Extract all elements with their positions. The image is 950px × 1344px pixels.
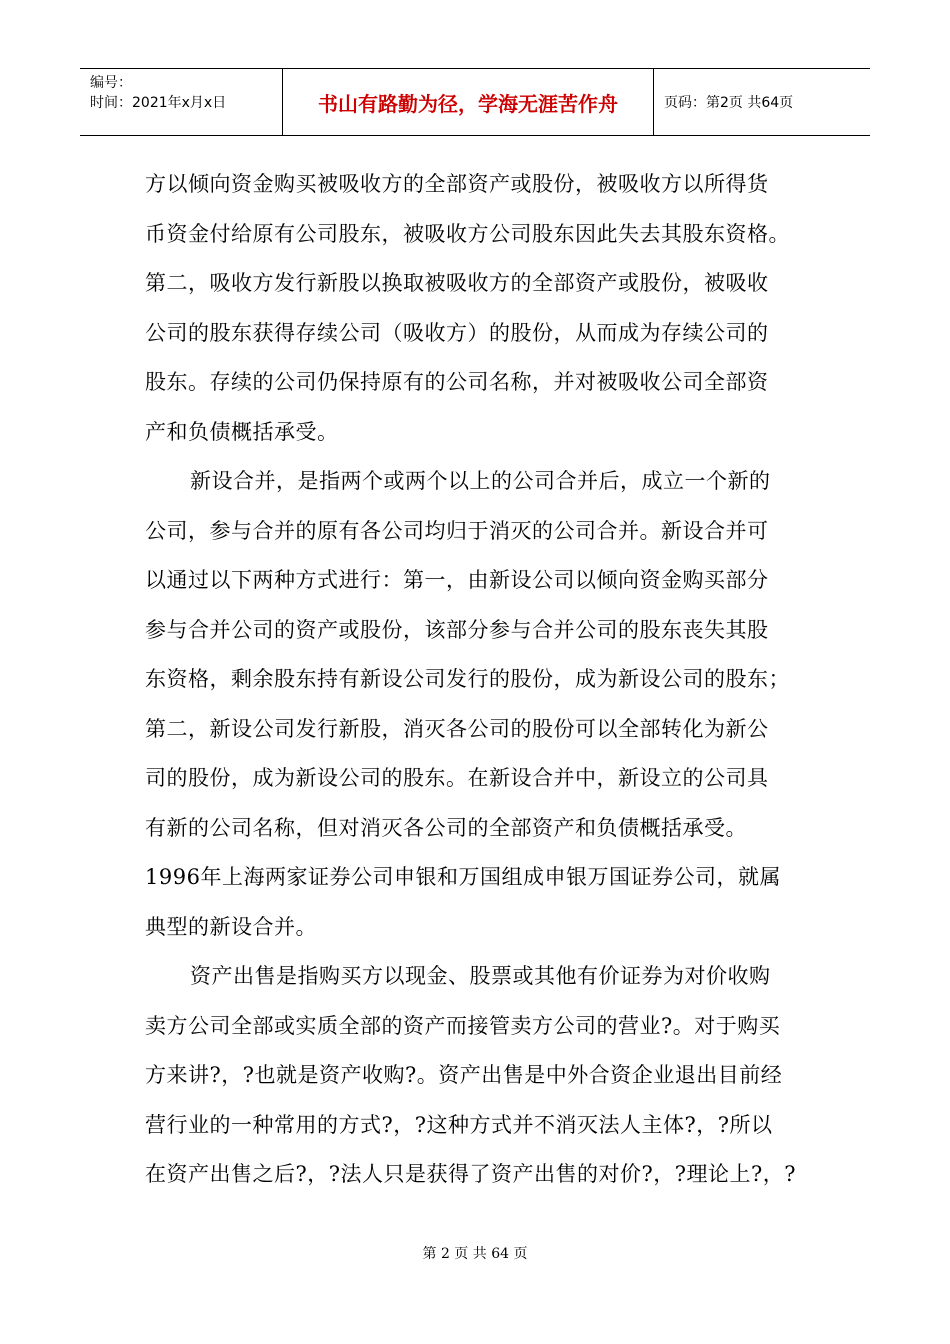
body-line: 新设合并，是指两个或两个以上的公司合并后，成立一个新的 <box>190 469 771 493</box>
body-line: 第二，新设公司发行新股，消灭各公司的股份可以全部转化为新公 <box>145 716 769 741</box>
body-line: 东资格，剩余股东持有新设公司发行的股份，成为新设公司的股东； <box>145 667 790 691</box>
body-line: 公司的股东获得存续公司（吸收方）的股份，从而成为存续公司的 <box>145 320 769 345</box>
document-number: 编号： <box>90 75 132 91</box>
body-line: 参与合并公司的资产或股份，该部分参与合并公司的股东丧失其股 <box>145 617 769 642</box>
header-page-number: 页码：第2页 共64页 <box>664 95 794 111</box>
header-meta <box>80 69 282 135</box>
body-line: 第二，吸收方发行新股以换取被吸收方的全部资产或股份，被吸收 <box>145 271 769 295</box>
body-line: 方以倾向资金购买被吸收方的全部资产或股份，被吸收方以所得货 <box>145 172 769 196</box>
document-date: 时间：2021年x月x日 <box>90 95 227 111</box>
body-line: 产和负债概括承受。 <box>145 419 339 444</box>
body-line: 营行业的一种常用的方式?，?这种方式并不消灭法人主体?，?所以 <box>145 1112 773 1137</box>
body-line: 以通过以下两种方式进行：第一，由新设公司以倾向资金购买部分 <box>145 568 769 592</box>
document-body <box>145 160 805 1200</box>
body-line: 典型的新设合并。 <box>145 914 317 939</box>
body-line: 资产出售是指购买方以现金、股票或其他有价证券为对价收购 <box>190 964 771 988</box>
body-line: 司的股份，成为新设公司的股东。在新设合并中，新设立的公司具 <box>145 766 769 790</box>
body-line: 在资产出售之后?，?法人只是获得了资产出售的对价?，?理论上?，? <box>145 1162 797 1186</box>
body-line: 有新的公司名称，但对消灭各公司的全部资产和负债概括承受。 <box>145 815 747 840</box>
page-footer: 第 2 页 共 64 页 <box>422 1246 528 1262</box>
body-line: 股东。存续的公司仍保持原有的公司名称，并对被吸收公司全部资 <box>145 370 769 394</box>
body-line: 币资金付给原有公司股东，被吸收方公司股东因此失去其股东资格。 <box>145 221 790 246</box>
body-line: 卖方公司全部或实质全部的资产而接管卖方公司的营业?。对于购买 <box>145 1013 781 1038</box>
body-line: 方来讲?，?也就是资产收购?。资产出售是中外合资企业退出目前经 <box>145 1063 783 1087</box>
page-header <box>80 68 870 136</box>
body-line: 1996年上海两家证券公司申银和万国组成申银万国证券公司，就属 <box>145 865 781 889</box>
body-line: 公司，参与合并的原有各公司均归于消灭的公司合并。新设合并可 <box>145 518 769 543</box>
header-motto: 书山有路勤为径，学海无涯苦作舟 <box>282 69 654 135</box>
